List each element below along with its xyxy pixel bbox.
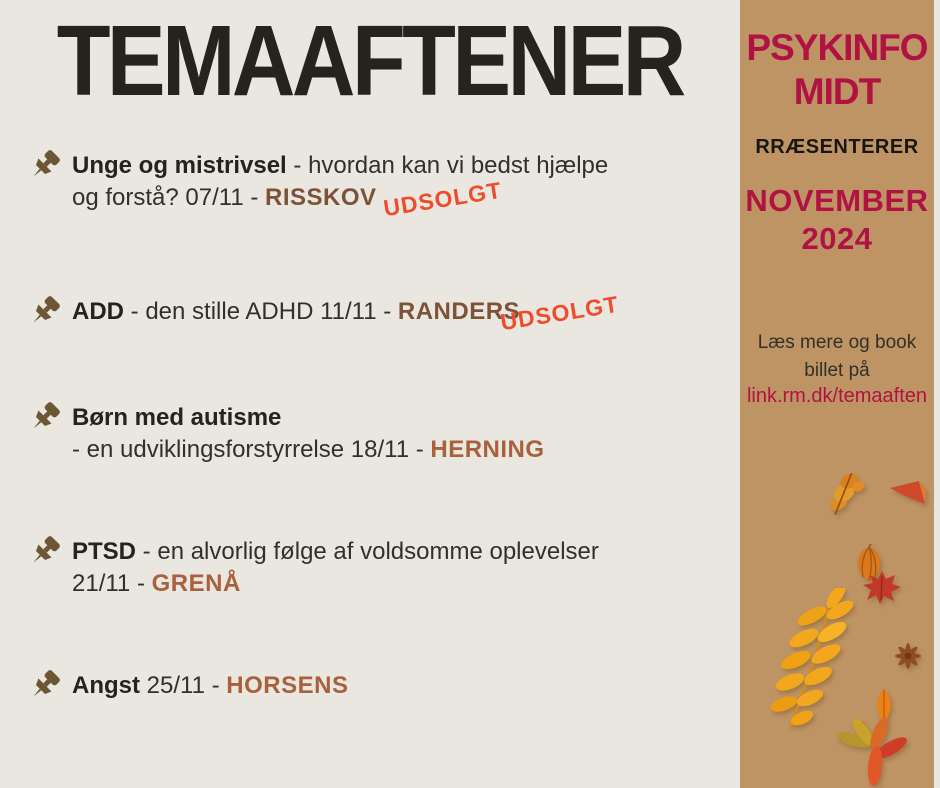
page-title-text: TEMAAFTENER (56, 5, 684, 117)
event-angst (28, 670, 348, 702)
event-line (72, 150, 608, 182)
event-line (72, 296, 520, 328)
brand-line2: MIDT (793, 71, 881, 112)
event-date: 21/11 - (72, 570, 152, 597)
event-title: Unge og mistrivsel (72, 152, 287, 179)
event-title: PTSD (72, 538, 137, 565)
sidebar (740, 0, 934, 788)
event-title: Angst (72, 672, 140, 699)
pushpin-icon (28, 668, 62, 702)
event-line (72, 434, 545, 466)
star-anise-icon (893, 641, 923, 671)
event-description: - den stille ADHD 11/11 - (124, 298, 398, 325)
red-leaf-fragment-icon (889, 480, 927, 512)
event-description: - en udviklingsforstyrrelse 18/11 - (72, 436, 431, 463)
event-city: RISSKOV (265, 184, 377, 211)
page-title (0, 6, 740, 116)
event-add (28, 296, 520, 328)
brand-title (740, 26, 934, 114)
event-born-med-autisme (28, 402, 545, 466)
cta-line2: billet på (804, 360, 870, 381)
event-city: HORSENS (226, 672, 349, 699)
event-city: HERNING (430, 436, 545, 463)
event-title: ADD (72, 298, 124, 325)
event-city: GRENÅ (151, 570, 241, 597)
cta-line1: Læs mere og book (757, 332, 917, 353)
event-line (72, 536, 599, 568)
brand-line1: PSYKINFO (746, 27, 928, 68)
event-city: RANDERS (397, 298, 521, 325)
event-line (72, 182, 608, 214)
event-line (72, 568, 599, 600)
creeper-leaf-icon (833, 718, 911, 788)
event-line (72, 670, 348, 702)
rowan-leaf-icon (770, 588, 862, 730)
month-label (740, 182, 934, 258)
cta-text (740, 329, 934, 385)
month-line2: 2024 (801, 221, 873, 256)
presents-label: RRÆSENTERER (755, 136, 919, 158)
pushpin-icon (28, 400, 62, 434)
pushpin-icon (28, 148, 62, 182)
month-line1: NOVEMBER (745, 183, 929, 218)
event-date: 25/11 - (140, 672, 227, 699)
sold-out-badge: UDSOLGT (498, 290, 621, 336)
pushpin-icon (28, 534, 62, 568)
event-description: - hvordan kan vi bedst hjælpe (286, 152, 609, 179)
event-date: og forstå? 07/11 - (72, 184, 266, 211)
sold-out-badge: UDSOLGT (381, 176, 504, 222)
booking-link[interactable]: link.rm.dk/temaaften (746, 385, 928, 407)
oak-leaf-icon (820, 470, 868, 516)
pushpin-icon (28, 294, 62, 328)
event-ptsd (28, 536, 599, 600)
event-description: - en alvorlig følge af voldsomme oplevelser (136, 538, 599, 565)
event-line (72, 402, 545, 434)
event-title: Børn med autisme (72, 404, 282, 431)
event-unge-og-mistrivsel (28, 150, 608, 214)
maple-leaf-icon (861, 570, 903, 606)
